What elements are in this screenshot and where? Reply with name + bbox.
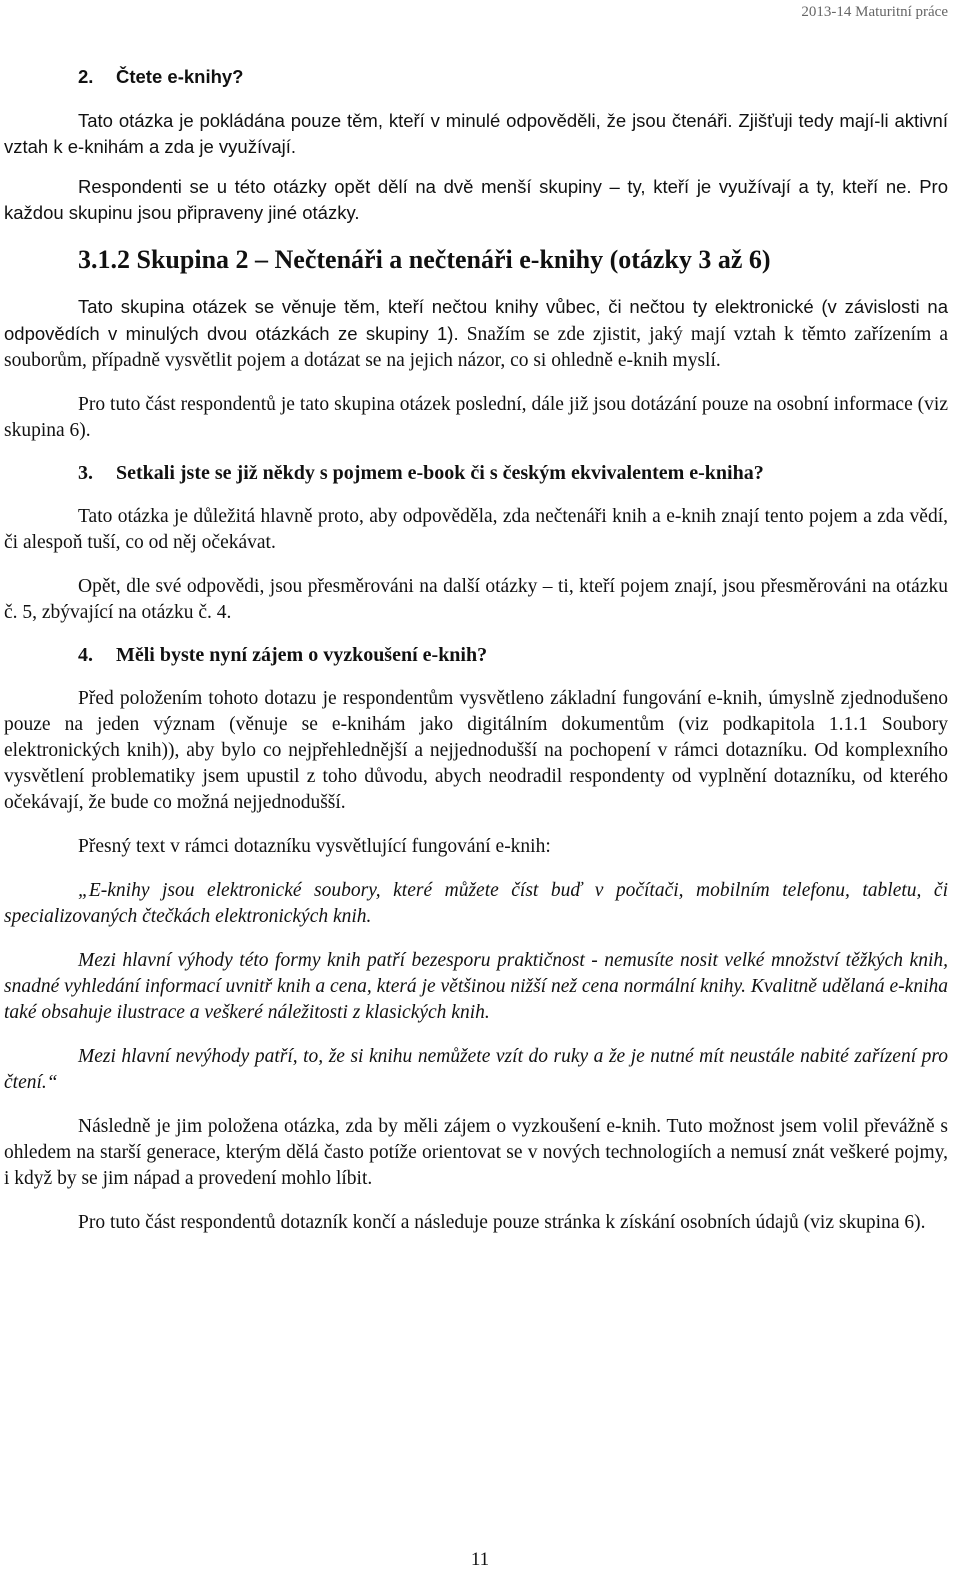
quote-text: Mezi hlavní nevýhody patří, to, že si knihu nemůžete vzít do ruky a že je nutné mít neustále nabité zařízení pro čtení.“ [4,1046,948,1093]
paragraph: Následně je jim položena otázka, zda by měli zájem o vyzkoušení e-knih. Tuto možnost jsem volil převážně s ohledem na starší generace, kterým dělá často potíže orientovat se v nových technologiích a nemusí znát veškeré pojmy, i když by se jim nápad a provedení mohlo líbit. [4,1116,948,1189]
question-4-heading [4,642,948,668]
running-header: 2013-14 Maturitní práce [801,4,948,20]
paragraph [4,294,948,374]
paragraph-sans-part: Tato skupina otázek se věnuje těm, kteří nečtou knihy vůbec, či nečtou ty elektronické (v závislosti na odpovědích v minulých dvou otázkách ze skupiny 1). [4,296,948,344]
question-number: 4. [78,644,93,666]
page-body [4,64,948,1236]
quote-text: Mezi hlavní výhody této formy knih patří bezesporu praktičnost - nemusíte nosit velké množství těžkých knih, snadné vyhledání informací uvnitř knih a cena, která je většinou nižší než cena normální knihy. Kvalitně udělaná e-kniha také obsahuje ilustrace a veškeré náležitosti z klasických knih. [4,950,948,1023]
question-number: 3. [78,462,93,484]
paragraph-serif-part: Snažím se zde zjistit, jaký mají vztah k těmto zařízením a souborům, případně vysvětlit pojem a dotázat se na jejich názor, co si ohledně e-knih myslí. [4,324,949,371]
paragraph: Respondenti se u této otázky opět dělí na dvě menší skupiny – ty, kteří je využívají a ty, kteří ne. Pro každou skupinu jsou připraveny jiné otázky. [4,176,948,223]
paragraph: Pro tuto část respondentů dotazník končí a následuje pouze stránka k získání osobních údajů (viz skupina 6). [78,1212,926,1233]
paragraph: Před položením tohoto dotazu je respondentům vysvětleno základní fungování e-knih, úmyslně zjednodušeno pouze na jeden význam (věnuje se e-knihám jako digitálním dokumentům (viz podkapitola 1.1.1 Soubory elektronických knih)), aby bylo co nejpřehlednější a nejjednodušší na pochopení v rámci dotazníku. Od komplexního vysvětlení problematiky jsem upustil z toho důvodu, abych neodradil respondenty od vyplnění dotazníku, od kterého očekávají, že bude co možná nejjednodušší. [4,688,948,813]
question-3-heading [4,460,948,486]
question-title: Měli byste nyní zájem o vyzkoušení e-knih? [116,644,488,666]
paragraph: Tato otázka je pokládána pouze těm, kteří v minulé odpověděli, že jsou čtenáři. Zjišťuji tedy mají-li aktivní vztah k e-knihám a zda je využívají. [4,110,948,157]
quote-paragraph [4,878,948,930]
question-title: Setkali jste se již někdy s pojmem e-book či s českým ekvivalentem e-kniha? [116,462,764,484]
quote-text: „E-knihy jsou elektronické soubory, které můžete číst buď v počítači, mobilním telefonu, tabletu, či specializovaných čtečkách elektronických knih. [4,880,948,927]
paragraph: Tato otázka je důležitá hlavně proto, aby odpověděla, zda nečtenáři knih a e-knih znají tento pojem a zda vědí, či alespoň tuší, co od něj očekávat. [4,506,948,553]
question-number: 2. [78,66,94,87]
section-heading: 3.1.2 Skupina 2 – Nečtenáři a nečtenáři e-knihy (otázky 3 až 6) [78,245,771,274]
question-title: Čtete e-knihy? [116,66,244,87]
quote-paragraph [4,1044,948,1096]
page-number: 11 [470,1549,490,1570]
paragraph: Opět, dle své odpovědi, jsou přesměrováni na další otázky – ti, kteří pojem znají, jsou přesměrováni na otázku č. 5, zbývající na otázku č. 4. [4,576,948,623]
paragraph: Přesný text v rámci dotazníku vysvětlující fungování e-knih: [78,836,551,857]
question-2-heading [4,64,948,90]
paragraph: Pro tuto část respondentů je tato skupina otázek poslední, dále již jsou dotázání pouze na osobní informace (viz skupina 6). [4,394,948,441]
quote-paragraph [4,948,948,1026]
